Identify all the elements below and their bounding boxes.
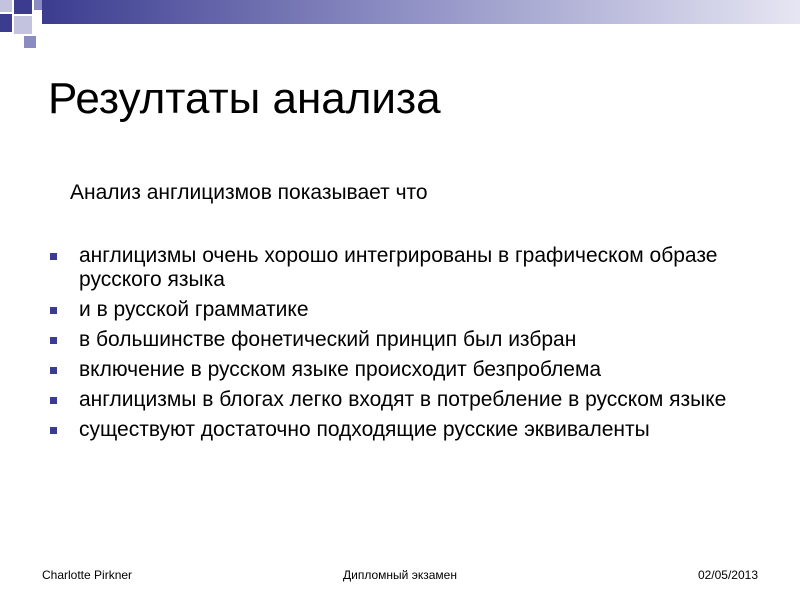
bullet-item xyxy=(50,244,770,292)
bullet-item xyxy=(50,388,770,412)
bullet-square-icon xyxy=(50,427,57,434)
bullet-item xyxy=(50,328,770,352)
bullet-square-icon xyxy=(50,397,57,404)
bullet-item xyxy=(50,358,770,382)
decor-square xyxy=(14,16,32,34)
bullet-text: и в русской грамматике xyxy=(79,298,309,321)
header-gradient-bar xyxy=(42,0,800,24)
bullet-item xyxy=(50,298,770,322)
bullet-square-icon xyxy=(50,307,57,314)
decor-square xyxy=(34,0,42,10)
bullet-text: существуют достаточно подходящие русские эквиваленты xyxy=(79,418,650,441)
decor-square xyxy=(0,14,12,32)
bullet-text: англицизмы в блогах легко входят в потребление в русском языке xyxy=(79,388,727,411)
bullet-square-icon xyxy=(50,367,57,374)
bullet-text: включение в русском языке происходит безпроблема xyxy=(79,358,602,381)
intro-text: Анализ англицизмов показывает что xyxy=(70,181,428,204)
slide-title: Резултаты анализа xyxy=(48,74,441,123)
bullet-text: в большинстве фонетический принцип был избран xyxy=(79,328,577,351)
footer-date: 02/05/2013 xyxy=(697,568,758,582)
footer-author: Charlotte Pirkner xyxy=(42,568,133,582)
decor-square xyxy=(14,0,32,14)
footer-center-text: Дипломный экзамен xyxy=(343,568,457,582)
bullet-item xyxy=(50,418,770,442)
decor-square xyxy=(24,36,36,48)
decor-square xyxy=(0,0,12,12)
bullet-square-icon xyxy=(50,253,57,260)
bullet-square-icon xyxy=(50,337,57,344)
bullet-text: англицизмы очень хорошо интегрированы в графическом образе русского языка xyxy=(79,244,718,291)
bullet-list xyxy=(50,244,770,448)
